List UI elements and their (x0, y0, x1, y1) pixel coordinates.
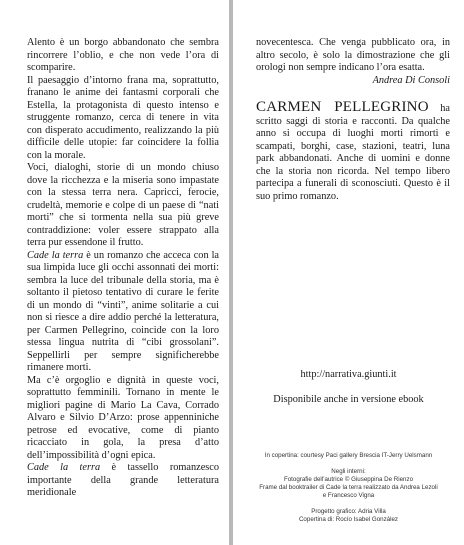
inside-credit-line: e Francesco Vigna (322, 492, 375, 499)
inside-credit-line: Fotografie dell’autrice © Giuseppina De Rienzo (283, 476, 414, 483)
left-page (0, 0, 229, 545)
review-continuation: novecentesca. Che venga pubblicato ora, in altro secolo, è solo la dimostrazione che gli orologi non sempre indicano l’ora esatta. (256, 37, 450, 73)
author-bio-text: ha scritto saggi di storia e racconti. Da qualche anno si occupa di luoghi morti rimorti e scampati, borghi, case, stazioni, teatri, luna park abbandonati. Anche di uomini e donne che la storia non ricorda. Nel tempo libero partecipa a funerali di sconosciuti. Questo è il suo primo romanzo. (256, 103, 450, 202)
inside-credit-line: Frame dal booktrailer di Cade la terra realizzato da Andrea Lezoli (259, 484, 438, 491)
paragraph-text: Voci, dialoghi, storie di un mondo chiuso dove la ricchezza e la miseria sono impastate con la stessa terra nera. Capricci, ferocie, crudeltà, memorie e colpe di un paese di “nati morti” che si tormenta nella sua più greve contraddizione: voler essere strappato alla terra pur essendone il frutto. (27, 162, 219, 248)
cover-design-credit: Copertina di: Rocío Isabel González (298, 516, 399, 523)
body-paragraph (27, 162, 219, 250)
review-signature: Andrea Di Consoli (372, 74, 450, 86)
paragraph-text: Il paesaggio d’intorno frana ma, soprattutto, franano le anime dei fantasmi corporali che Estella, la protagonista di questo intenso e struggente romanzo, cerca di tenere in vita con disperato accudimento, realizzando la più difficile delle utopie: far coincidere la follia con la morale. (27, 74, 219, 161)
graphic-project-credit: Progetto grafico: Adria Villa (311, 508, 386, 515)
book-title-italic: Cade la terra (27, 249, 84, 261)
book-title-italic: Cade la terra (27, 462, 101, 473)
right-page (233, 0, 464, 545)
paragraph-text: è un romanzo che acceca con la sua limpida luce gli occhi assonnati dei morti: sembra la luce del tribunale della storia, ma è soltanto il pietoso tentativo di curare le ferite di un mondo di “vinti”, anime solitarie a cui non si riesce a dire addio perché la letteratura, per Carmen Pellegrino, coincide con la loro stessa lingua nutrita di “cibi grossolani”. Seppellirli per sempre significherebbe rimanere morti. (27, 249, 219, 373)
inside-credits-heading: Negli interni: (331, 468, 366, 475)
author-name: CARMEN PELLEGRINO (256, 99, 429, 115)
credits-block (233, 452, 464, 524)
author-bio (256, 101, 450, 203)
paragraph-text: è tassello romanzesco importante della grande letteratura meridionale (27, 462, 219, 498)
body-paragraph (27, 462, 219, 500)
ebook-availability: Disponibile anche in versione ebook (273, 394, 424, 405)
publisher-website: http://narrativa.giunti.it (300, 369, 397, 380)
left-page-body-text (27, 37, 219, 500)
cover-credit: In copertina: courtesy Paci gallery Brescia IT-Jerry Uelsmann (264, 452, 433, 459)
paragraph-text: Alento è un borgo abbandonato che sembra rincorrere l’oblio, e che non vede l’ora di scomparire. (27, 37, 219, 73)
body-paragraph (27, 75, 219, 163)
body-paragraph (27, 37, 219, 75)
body-paragraph (27, 375, 219, 463)
paragraph-text: Ma c’è orgoglio e dignità in queste voci, soprattutto femminili. Tornano in mente le migliori pagine di Mario La Cava, Corrado Alvaro e Silvio D’Arzo: prose appenniniche petrose ed evocative, come di pianto ricacciato in gola, la presa d’atto dell’impossibilità d’ogni epica. (27, 374, 219, 461)
body-paragraph (27, 250, 219, 375)
